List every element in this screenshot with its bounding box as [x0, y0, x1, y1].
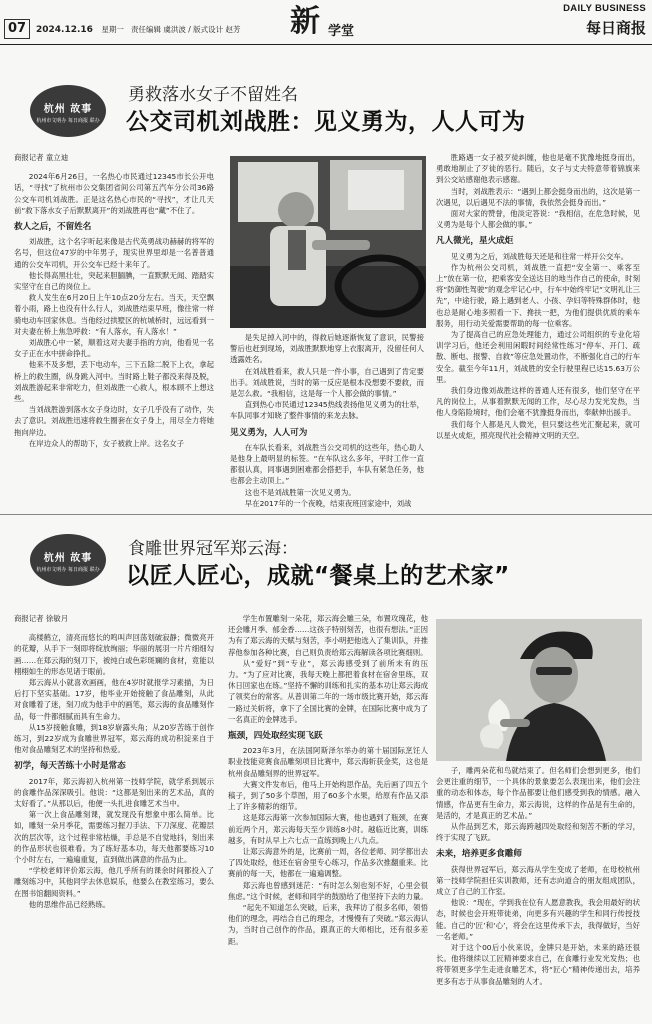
body-paragraph: 我们身边像刘战胜这样的普通人还有很多，他们坚守在平凡的岗位上，从事着默默无闻的工作，尽心尽力发光发热，当他人身陷险境时，他们会毫不犹豫挺身而出，奉献伸出援手。 [436, 386, 640, 418]
body-paragraph: 第一次上食品雕刻课，就发现没有想象中那么简单。比如，雕刻一朵月季花，需要练习握刀手法、下刀深度、花瓣层次的层次等，这个过程非常枯燥，手总是不自觉地抖，刻出来的作品形状也很难看。为了练好基本功，每天他都要练习10个小时左右，一遍遍重复，直到做出满意的作品为止。 [14, 810, 214, 865]
body-paragraph: 早在2017年的一个夜晚，结束夜班回家途中，刘战 [244, 498, 412, 508]
article1-column-1 [14, 152, 214, 508]
body-paragraph: 2023年3月，在法国阿斯泽尔举办的第十届国际烹饪人职业技能竞赛食品雕刻项目比赛中，郑云海斩获金奖，这也是杭州食品雕刻界的世界冠军。 [228, 746, 428, 778]
section-subheading: 未来，培养更多食雕师 [436, 849, 522, 860]
body-paragraph: 学生布置雕刻一朵花，郑云海会雕三朵，布置攻瑰花，他还会雕月季、郁金香……这孩子特别刻苦，也很有想法。”正因为有了郑云海的天赋与刻苦，李小明把他选入了集训队，并推荐他参加各种比赛，自己则负责给郑云海解读各项比赛细则。 [228, 614, 428, 657]
paper-name-en: DAILY BUSINESS [563, 3, 646, 14]
body-paragraph: 我们每个人都是凡人微光，但只要这些光汇聚起来，就可以星火成炬，照亮现代社会精神文明的天空。 [436, 419, 640, 440]
body-paragraph: 高楼鹤立，清亮而悠长的鸣叫声回荡划破寂静；微微亮开的花瓣，从手下一刻即将绽放绚丽；华丽的展羽一片片细细勾画……在郑云海的刻刀下，被纯白或色彩斑斓的食材，竟能以栩栩如生的形态见诸于眼前。 [14, 633, 214, 676]
body-paragraph: 从“爱好”到“专业”，郑云海感受到了前所未有的压力。“为了应对比赛，我每天晚上都把着食材在宿舍里练，双休日回家也在练。”坚持不懈的训练和扎实的基本功让郑云海成了领奖台的常客。从普训第二年的一场市级比赛开始，郑云海一路过关斩将，拿下了全国比赛的金牌，在国际比赛中成为了一名真正的金牌选手。 [228, 658, 428, 724]
paper-name-cn: 每日商报 [585, 19, 646, 37]
section-subheading: 凡人微光，星火成炬 [436, 236, 514, 247]
body-paragraph: 刘战胜心中一紧，顺着这对夫妻手指的方向，他看见一名女子正在水中拼命挣扎。 [14, 338, 214, 359]
section-subheading: 初学，每天苦练十小时是常态 [14, 761, 126, 772]
article2-column-2 [228, 613, 428, 1021]
body-paragraph: 刘战胜，这个名字听起来像是古代英勇战功赫赫的将军的名号，但这位47岁的中年男子，现实世界里却是一名普普通通的公交车司机，开公交车已经十来年了。 [14, 237, 214, 269]
section-logo-text: 学堂 [328, 24, 355, 39]
body-paragraph: 子，雕两朵花和鸟就结束了。但名师们会想到更多，他们会更注重的细节，一个具体的景象要怎么表现出来，他们会注重的动态和体态，每个作品都要让他们感受到我的情感。融入情感，作品更有生命力，郑云海说，这样的作品是有生命的，是活的，才是真正的艺术品。” [436, 766, 640, 820]
bus-driver-photo [230, 156, 426, 328]
body-paragraph: 直到热心市民通过12345热线表扬他见义勇为的壮举，车队同事才知晓了整件事情的来龙去脉。 [230, 400, 424, 421]
body-paragraph: “学校老师评价郑云海，他几乎所有的课余时间都投入了雕刻练习中，其他同学去休息娱乐，他要么在教室练习，要么在图书馆翻阅资料。” [14, 866, 214, 898]
body-paragraph: 当刘战胜游到落水女子身边时，女子几乎没有了动作，失去了意识。刘战胜迅速将救生圈套在女子身上，用尽全力将她拖向岸边。 [14, 405, 214, 437]
body-paragraph: 在刘战胜看来，救人只是一件小事，自己遇到了肯定要出手。刘战胜说，当时的第一反应是根本没想要不要救，而是怎么救。“我相信，这是每一个人都会做的事情。” [230, 366, 424, 399]
issue-editor: 责任编辑 虞洪波 / 版式设计 赵芳 [130, 25, 241, 34]
body-paragraph: 大赛文件发布后，他马上开始构思作品，先后画了四五个稿子，到了50多个草图，用了60多个水果，给原有作品又添上了许多精彩的细节。 [228, 779, 428, 812]
article1-kicker: 勇救落水女子不留姓名 [128, 85, 298, 105]
body-paragraph: “起先不知道怎么突破，后来，我拜访了很多名师，领悟他们的理念，再结合自己的理念，才慢慢有了突破。”郑云海认为，当时自己创作的作品，跟真正的大师相比，还有很多差距。 [228, 903, 428, 946]
body-paragraph: 他说：“现在，学到我在位有人愿意教我，我会用最好的状态，时候也会开班带徒弟，向更多有兴趣的学生和同行传授技能。自己的‘匠’和‘心’，将会在这里传承下去，我得做好，当好一名老师。” [436, 898, 640, 941]
body-paragraph: 作为杭州公交司机，刘战胜一直把“安全第一、乘客至上”放在第一位，把乘客安全送达目的地当作自己的使命，时刻将“防御性驾驶”的观念牢记心中，行车中始终牢记“文明礼让三先”，中途行驶，路上遇到老人、小孩、孕妇等特殊群体时，他也总是耐心地多照看一下、搀扶一把，为他们提供优质的乘车服务，用行动关爱需要帮助的每一位乘客。 [436, 262, 640, 328]
body-paragraph: 胜路遇一女子被歹徒纠缠，他也是毫不犹豫地挺身而出，勇敢地制止了歹徒的恶行。随后，女子与丈夫特意带着锦旗来到公交站感谢他表示感谢。 [436, 153, 640, 185]
article1-reporter: 商报记者 童立迪 [14, 153, 69, 162]
issue-weekday: 星期一 [101, 25, 124, 34]
body-paragraph: 在车队长看来，刘战胜当公交司机的这些年，热心助人是他身上最明显的标签。“在车队这么多年，平时工作一直都很认真，同事遇到困难都会搭把手，车队有紧急任务，他也都会主动顶上。” [230, 442, 424, 486]
body-paragraph: 对于这个00后小伙来说，金牌只是开始，未来的路还很长。他将继续以工匠精神要求自己，在食雕行业发光发热；也将带领更多学生走进食雕艺术，将“匠心”精神传递出去，培养更多有志于从事食品雕刻的人才。 [436, 943, 640, 986]
body-paragraph: 这也不是刘战胜第一次见义勇为。 [244, 487, 356, 497]
issue-meta [36, 24, 241, 35]
body-paragraph: 他的思维作品已经熟练。 [28, 899, 111, 909]
body-paragraph: 获得世界冠军后，郑云海从学生变成了老师，在母校杭州第一技师学院担任实训教师，还有志向道合的朋友组成团队，成立了自己的工作室。 [436, 864, 640, 897]
section-subheading: 救人之后，不留姓名 [14, 222, 92, 233]
article2-title: 以匠人匠心，成就“餐桌上的艺术家” [126, 563, 510, 589]
body-paragraph: 郑云海从小就喜欢画画，他在4岁时就报学习素描，为日后打下坚实基础。17岁，他毕业开始接触了食品雕刻，从此对食雕着了迷，刻刀成为他手中的画笔，郑云海的食品雕刻作品，每一件都细腻而具有生命力。 [14, 678, 214, 721]
body-paragraph: 是失足掉入河中的，得救后她逐渐恢复了意识，民警接警后也赶到现场，刘战胜默默地穿上衣服离开，没留任何人透露姓名。 [230, 333, 424, 365]
hangzhou-story-badge [30, 85, 106, 137]
page-header [0, 0, 652, 46]
body-paragraph: 在岸边众人的帮助下，女子被救上岸。这名女子 [28, 438, 185, 448]
page-number: 07 [4, 19, 30, 39]
body-paragraph: 他来不及多想，丢下电动车，三下五除二脱下上衣，拿起桥上的救生圈，纵身跳入河中。当时路上鞋子都没来得及脱，刘战胜游起来非常吃力，但刘战胜一心救人，根本顾不上想这些。 [14, 360, 214, 404]
article1-title: 公交司机刘战胜：见义勇为，人人可为 [126, 109, 526, 135]
badge-title: 杭州 故事 [43, 553, 93, 564]
body-paragraph: 见义勇为之后，刘战胜每天还是和往常一样开公交车。 [450, 251, 629, 261]
badge-title: 杭州 故事 [43, 104, 93, 115]
body-paragraph: 郑云海也曾感到迷茫：“有时怎么刻也刻不好，心里会很焦虑。”这个时候，老师和同学的鼓励给了他坚持下去的力量。 [228, 880, 428, 901]
food-carver-photo [436, 619, 642, 761]
body-paragraph: 面对大家的赞誉，他淡定答说：“我相信，在危急时候，见义勇为是每个人都会做的事。” [436, 209, 640, 230]
badge-subtitle: 杭州市文明办 每日商报 联办 [36, 118, 100, 124]
article2-kicker: 食雕世界冠军郑云海： [128, 539, 298, 559]
body-paragraph: 从作品到艺术，郑云海跨越四处取经和刻苦不断的学习，终于实现了飞跃。 [436, 822, 640, 843]
body-paragraph: 2024年6月26日，一名热心市民通过12345市长公开电话，“寻找”了杭州市公交集团省间公司第五汽车分公司36路公交车司机刘战胜。正是这名热心市民的“寻找”，才让几天前“救下落水女子后默默离开”的刘战胜再也“藏”不住了。 [14, 172, 214, 215]
body-paragraph: 救人发生在6月20日上午10点20分左右。当天，天空飘着小雨，路上也没有什么行人，刘战胜结束早班，像往常一样骑电动车回家休息。当他经过拱墅区的杭城桥时，远远看到一对夫妻在桥上焦急呼救：“有人落水，有人落水！” [14, 293, 214, 336]
body-paragraph: 从15岁接触食雕，到18岁崭露头角；从20岁苦练于创作练习，到22岁成为食雕世界冠军，郑云海的成功积淀来自于他对食品雕刻艺术的坚持和热爱。 [14, 722, 214, 755]
article1-column-3 [436, 152, 640, 508]
body-paragraph: 让郑云海意外的是，比赛前一周，各位老师、同学都出去了四处取经，他还在宿舍里专心练习，作品多次推翻重来。比赛前的每一天，他都在一遍遍调整。 [228, 847, 428, 879]
article2-column-1 [14, 613, 214, 1021]
body-paragraph: 为了提高自己的应急处理能力，通过公司组织的专业化培训学习后，他还会利用闲暇时间经常性练习“停车、开门、疏散、断电、报警、自救”等应急处置动作，不断强化自己的行车安全。截至今年11月，刘战胜的安全行驶里程已达15.63万公里。 [436, 330, 640, 384]
badge-subtitle: 杭州市文明办 每日商报 联办 [36, 567, 100, 573]
hangzhou-story-badge [30, 534, 106, 586]
section-logo: 新 [290, 4, 320, 39]
article2-column-3 [436, 765, 640, 1021]
issue-date: 2024.12.16 [36, 25, 93, 35]
body-paragraph: 2017年，郑云海初入杭州第一技师学院，就学系到展示的食雕作品深深吸引。他说：“这都是刻出来的艺术品，真的太好看了。”从那以后，他便一头扎进食雕艺术当中。 [14, 776, 214, 809]
body-paragraph: 当时，刘战胜表示：“遇到上都会挺身而出的，这次是第一次遇见，以后遇见不法的事情，我依然会挺身而出。” [436, 186, 640, 207]
article-divider [0, 514, 652, 515]
section-subheading: 瓶颈，四处取经实现飞跃 [228, 731, 323, 742]
body-paragraph: 这是郑云海第一次参加国际大赛，他也遇到了瓶颈，在赛前近两个月，郑云海每天至少训练8小时。越临近比赛，训练越多，有时从早上六七点一直练到晚上八九点。 [228, 813, 428, 845]
article1-column-2 [230, 332, 424, 508]
article2-reporter: 商报记者 徐敏月 [14, 614, 69, 623]
body-paragraph: 他长得高黑壮壮，突起来胆腼腆，一直默默无闻、踏踏实实坚守在自己的岗位上。 [14, 270, 214, 292]
header-rule [0, 44, 652, 45]
section-subheading: 见义勇为，人人可为 [230, 427, 308, 438]
